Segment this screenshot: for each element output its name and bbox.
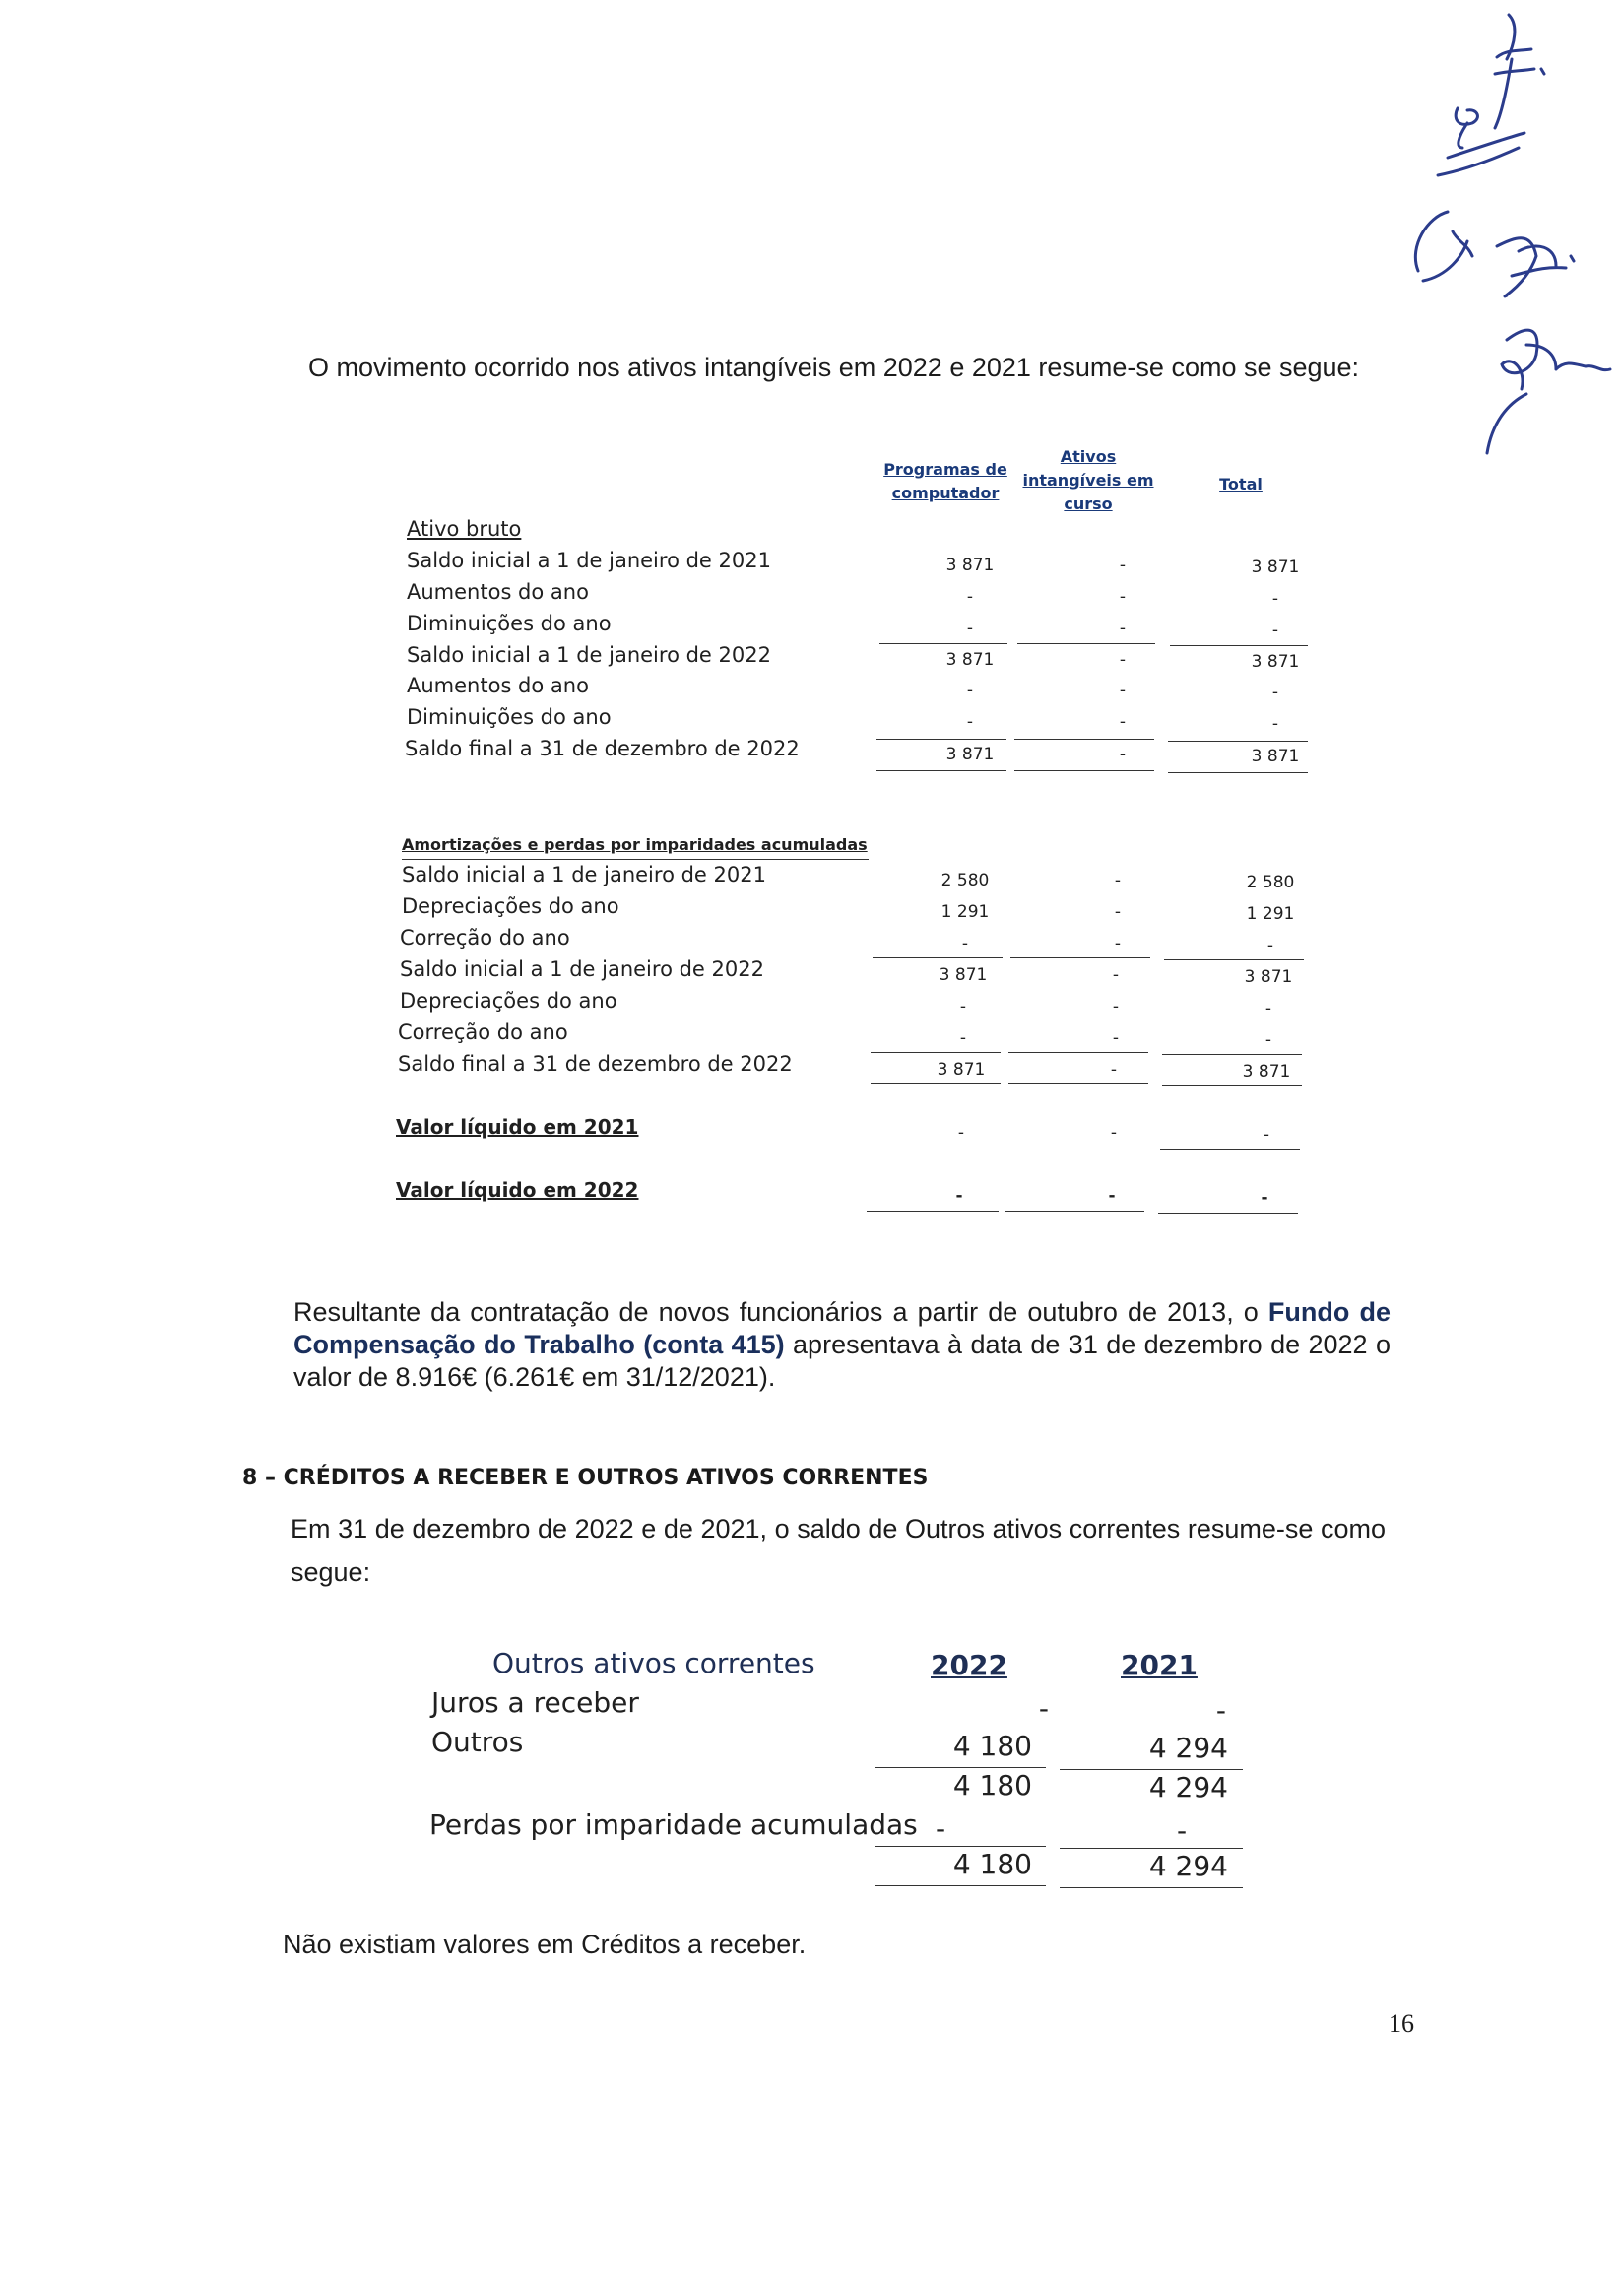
- rule-line: [1010, 957, 1150, 958]
- table2-row-label: Juros a receber: [431, 1686, 639, 1719]
- col-header-total: Total: [1219, 475, 1263, 493]
- table2-row-label: Outros: [431, 1726, 524, 1758]
- cell-value: -: [955, 1186, 963, 1206]
- cell-value: -: [1114, 934, 1122, 953]
- col-header-programs: Programas de computador: [883, 460, 1007, 502]
- cell-value: -: [1176, 1814, 1188, 1847]
- cell-value: -: [1261, 1188, 1268, 1208]
- cell-value: 4 180: [952, 1769, 1032, 1802]
- rule-line: [1170, 645, 1308, 646]
- cell-value: -: [1119, 556, 1127, 575]
- cell-value: -: [966, 712, 974, 732]
- cell-value: 3 871: [945, 650, 995, 670]
- cell-value: 3 871: [1251, 652, 1300, 672]
- table-row-label: Diminuições do ano: [407, 612, 612, 635]
- cell-value: -: [1266, 936, 1274, 955]
- rule-line: [879, 643, 1007, 644]
- cell-value: -: [966, 619, 974, 638]
- table-row-label: Saldo inicial a 1 de janeiro de 2022: [407, 643, 771, 667]
- rule-line: [873, 957, 1003, 958]
- year-header-2022: 2022: [931, 1649, 1007, 1681]
- rule-line: [1060, 1769, 1243, 1770]
- cell-value: -: [1119, 712, 1127, 732]
- cell-value: 3 871: [945, 556, 995, 575]
- rule-line: [1014, 739, 1154, 740]
- rule-line: [1008, 1083, 1148, 1084]
- closing-text: Não existiam valores em Créditos a receber.: [283, 1930, 807, 1959]
- table-row-label: Saldo inicial a 1 de janeiro de 2021: [407, 549, 771, 572]
- cell-value: -: [1114, 902, 1122, 922]
- cell-value: -: [1215, 1694, 1226, 1727]
- cell-value: -: [966, 587, 974, 607]
- rule-line: [876, 770, 1006, 771]
- rule-line: [867, 1211, 999, 1212]
- cell-value: -: [1271, 714, 1279, 734]
- fct-account-bold: Fundo de Compensação do Trabalho (conta 415): [293, 1297, 1391, 1359]
- cell-value: -: [959, 1028, 967, 1048]
- col-header-intangible-in-progress: Ativos intangíveis em curso: [1022, 447, 1154, 513]
- section-title-amortizations: Amortizações e perdas por imparidades acumuladas: [402, 835, 868, 854]
- year-header-2021: 2021: [1121, 1649, 1198, 1681]
- table-row-label: Saldo final a 31 de dezembro de 2022: [405, 737, 800, 760]
- table-row-label: Aumentos do ano: [407, 580, 589, 604]
- rule-line: [1164, 959, 1304, 960]
- rule-line: [1014, 770, 1154, 771]
- rule-line: [875, 1885, 1046, 1886]
- cell-value: 3 871: [937, 1060, 986, 1080]
- cell-value: -: [1264, 1030, 1272, 1050]
- section-8-heading: 8 – CRÉDITOS A RECEBER E OUTROS ATIVOS CORRENTES: [242, 1466, 929, 1490]
- cell-value: 1 291: [1246, 904, 1295, 924]
- cell-value: 2 580: [940, 871, 990, 890]
- cell-value: -: [1119, 681, 1127, 700]
- page-number: 16: [1389, 2009, 1414, 2038]
- rule-line: [875, 1846, 1046, 1847]
- table-row-label: Saldo inicial a 1 de janeiro de 2022: [400, 957, 764, 981]
- rule-line: [1162, 1085, 1302, 1086]
- rule-line: [875, 1767, 1046, 1768]
- cell-value: 4 294: [1148, 1850, 1228, 1882]
- table-row-label: Depreciações do ano: [402, 894, 619, 918]
- table2-title: Outros ativos correntes: [492, 1647, 815, 1679]
- cell-value: -: [1119, 619, 1127, 638]
- cell-value: -: [1112, 965, 1120, 985]
- rule-line: [402, 859, 869, 860]
- rule-line: [876, 739, 1006, 740]
- table-row-label: Diminuições do ano: [407, 705, 612, 729]
- cell-value: 3 871: [1251, 558, 1300, 577]
- section-8-text: Em 31 de dezembro de 2022 e de 2021, o saldo de Outros ativos correntes resume-se como segue:: [291, 1514, 1386, 1587]
- cell-value: -: [961, 934, 969, 953]
- cell-value: 3 871: [939, 965, 988, 985]
- cell-value: 3 871: [1242, 1062, 1291, 1082]
- rule-line: [1168, 741, 1308, 742]
- rule-line: [1162, 1054, 1302, 1055]
- rule-line: [1168, 772, 1308, 773]
- fct-paragraph: [293, 1296, 1391, 1394]
- rule-line: [1060, 1848, 1243, 1849]
- rule-line: [1158, 1213, 1298, 1214]
- cell-value: 4 180: [952, 1848, 1032, 1880]
- cell-value: 3 871: [945, 745, 995, 764]
- cell-value: -: [1119, 745, 1127, 764]
- table-row-label: Aumentos do ano: [407, 674, 589, 697]
- rule-line: [1160, 1149, 1300, 1150]
- cell-value: 4 294: [1148, 1732, 1228, 1764]
- table-row-label: Depreciações do ano: [400, 989, 617, 1013]
- cell-value: -: [1119, 587, 1127, 607]
- cell-value: -: [1114, 871, 1122, 890]
- intro-text: O movimento ocorrido nos ativos intangíveis em 2022 e 2021 resume-se como se segue:: [308, 353, 1360, 382]
- cell-value: -: [1110, 1123, 1118, 1143]
- table-row-label: Saldo inicial a 1 de janeiro de 2021: [402, 863, 766, 886]
- rule-line: [1017, 643, 1155, 644]
- cell-value: -: [1263, 1125, 1270, 1145]
- cell-value: -: [1112, 1028, 1120, 1048]
- handwritten-signatures: [1261, 0, 1621, 492]
- cell-value: 4 294: [1148, 1771, 1228, 1804]
- table-row-label: Saldo final a 31 de dezembro de 2022: [398, 1052, 793, 1076]
- net-value-2022-label: Valor líquido em 2022: [396, 1178, 639, 1202]
- table2-row-label: Perdas por imparidade acumuladas: [429, 1808, 918, 1841]
- cell-value: -: [1271, 683, 1279, 702]
- rule-line: [1060, 1887, 1243, 1888]
- cell-value: -: [959, 997, 967, 1017]
- fct-text-part2: apresentava à data de 31 de dezembro de 2022 o valor de 8.916€ (6.261€ em 31/12/2021).: [293, 1330, 1391, 1392]
- cell-value: -: [957, 1123, 965, 1143]
- section-title-gross-assets: Ativo bruto: [407, 517, 522, 541]
- cell-value: -: [1108, 1186, 1116, 1206]
- rule-line: [1005, 1211, 1144, 1212]
- cell-value: -: [1271, 621, 1279, 640]
- rule-line: [1008, 1052, 1148, 1053]
- cell-value: -: [1112, 997, 1120, 1017]
- cell-value: -: [1038, 1692, 1049, 1725]
- rule-line: [871, 1083, 1001, 1084]
- cell-value: -: [936, 1812, 946, 1845]
- rule-line: [871, 1052, 1001, 1053]
- net-value-2021-label: Valor líquido em 2021: [396, 1115, 639, 1139]
- fct-text-part1: Resultante da contratação de novos funcionários a partir de outubro de 2013, o: [293, 1297, 1268, 1327]
- cell-value: 3 871: [1244, 967, 1293, 987]
- cell-value: -: [966, 681, 974, 700]
- table-row-label: Correção do ano: [400, 926, 570, 950]
- cell-value: -: [1119, 650, 1127, 670]
- cell-value: 2 580: [1246, 873, 1295, 892]
- cell-value: 3 871: [1251, 747, 1300, 766]
- table-row-label: Correção do ano: [398, 1020, 568, 1044]
- cell-value: -: [1110, 1060, 1118, 1080]
- cell-value: 1 291: [940, 902, 990, 922]
- cell-value: -: [1264, 999, 1272, 1018]
- cell-value: 4 180: [952, 1730, 1032, 1762]
- cell-value: -: [1271, 589, 1279, 609]
